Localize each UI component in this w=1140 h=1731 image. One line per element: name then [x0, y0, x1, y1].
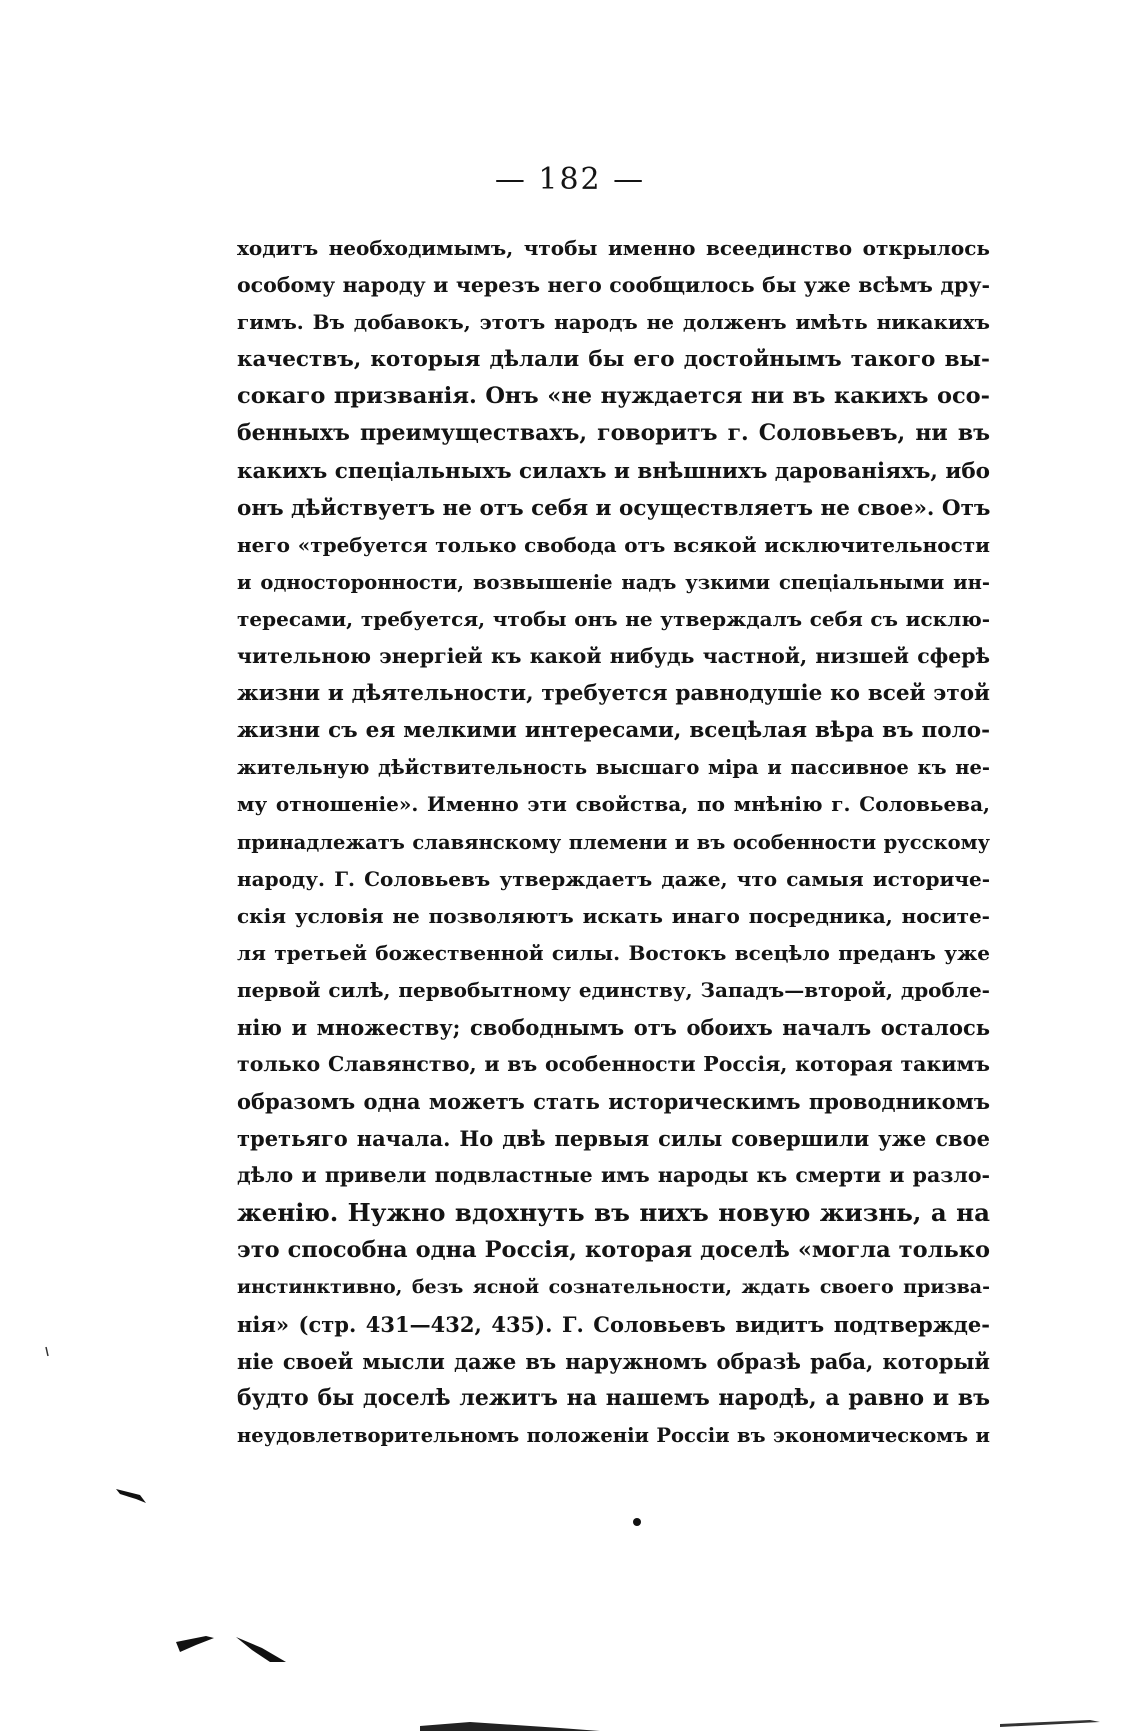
scan-mark-left — [116, 1489, 146, 1503]
scan-mark-bottom-left — [176, 1636, 214, 1652]
text-line: ніе своей мысли даже въ наружномъ образѣ раба, который — [237, 1348, 990, 1374]
text-line: это способна одна Россія, которая доселѣ «могла только — [237, 1236, 990, 1263]
text-line: особому народу и черезъ него сообщилось бы уже всѣмъ дру- — [237, 273, 990, 298]
scan-dot — [633, 1518, 641, 1526]
scan-mark-bottom — [420, 1722, 600, 1731]
text-line: скія условія не позволяютъ искать инаго посредника, носите- — [237, 903, 990, 928]
text-line: какихъ спеціальныхъ силахъ и внѣшнихъ дарованіяхъ, ибо — [237, 458, 990, 484]
scan-mark-edge — [46, 1347, 48, 1356]
text-line: принадлежатъ славянскому племени и въ особенности русскому — [237, 830, 990, 854]
text-line: бенныхъ преимуществахъ, говоритъ г. Соловьевъ, ни въ — [237, 420, 990, 447]
scan-mark-bottom-left-2 — [236, 1637, 286, 1662]
text-line: женію. Нужно вдохнуть въ нихъ новую жизнь, а на — [237, 1198, 990, 1228]
text-line: дѣло и привели подвластные имъ народы къ смерти и разло- — [237, 1163, 990, 1188]
text-line: чительною энергіей къ какой нибудь частной, низшей сферѣ — [237, 644, 990, 669]
text-line: гимъ. Въ добавокъ, этотъ народъ не долженъ имѣть никакихъ — [237, 310, 990, 335]
text-line: сокаго призванія. Онъ «не нуждается ни въ какихъ осо- — [237, 383, 990, 410]
text-line: жизни съ ея мелкими интересами, всецѣлая вѣра въ поло- — [237, 718, 990, 744]
text-line: тересами, требуется, чтобы онъ не утверждалъ себя съ исклю- — [237, 606, 990, 631]
text-line: ходитъ необходимымъ, чтобы именно всеединство открылось — [237, 236, 990, 260]
page-number: — 182 — — [494, 162, 646, 197]
text-line: народу. Г. Соловьевъ утверждаетъ даже, что самыя историче- — [237, 866, 990, 891]
text-line: инстинктивно, безъ ясной сознательности, ждать своего призва- — [237, 1275, 990, 1298]
text-line: нія» (стр. 431—432, 435). Г. Соловьевъ видитъ подтвержде- — [237, 1311, 990, 1337]
text-line: му отношеніе». Именно эти свойства, по мнѣнію г. Соловьева, — [237, 792, 990, 817]
body-text — [237, 230, 990, 1454]
text-line: только Славянство, и въ особенности Россія, которая такимъ — [237, 1052, 990, 1077]
text-line: и односторонности, возвышеніе надъ узкими спеціальными ин- — [237, 570, 990, 594]
text-line: будто бы доселѣ лежитъ на нашемъ народѣ, а равно и въ — [237, 1384, 990, 1411]
scan-mark-bottom-right — [1000, 1720, 1100, 1727]
text-line: образомъ одна можетъ стать историческимъ проводникомъ — [237, 1089, 990, 1115]
text-line: первой силѣ, первобытному единству, Западъ—второй, дробле- — [237, 977, 990, 1002]
text-line: ля третьей божественной силы. Востокъ всецѣло преданъ уже — [237, 940, 990, 965]
text-line: неудовлетворительномъ положеніи Россіи въ экономическомъ и — [237, 1424, 990, 1447]
text-line: жительную дѣйствительность высшаго міра и пассивное къ не- — [237, 756, 990, 780]
text-line: качествъ, которыя дѣлали бы его достойнымъ такого вы- — [237, 347, 990, 373]
text-line: жизни и дѣятельности, требуется равнодушіе ко всей этой — [237, 681, 990, 707]
text-line: третьяго начала. Но двѣ первыя силы совершили уже свое — [237, 1126, 990, 1152]
text-line: нію и множеству; свободнымъ отъ обоихъ началъ осталось — [237, 1014, 990, 1040]
text-line: него «требуется только свобода отъ всякой исключительности — [237, 532, 990, 557]
text-line: онъ дѣйствуетъ не отъ себя и осуществляетъ не свое». Отъ — [237, 495, 991, 521]
